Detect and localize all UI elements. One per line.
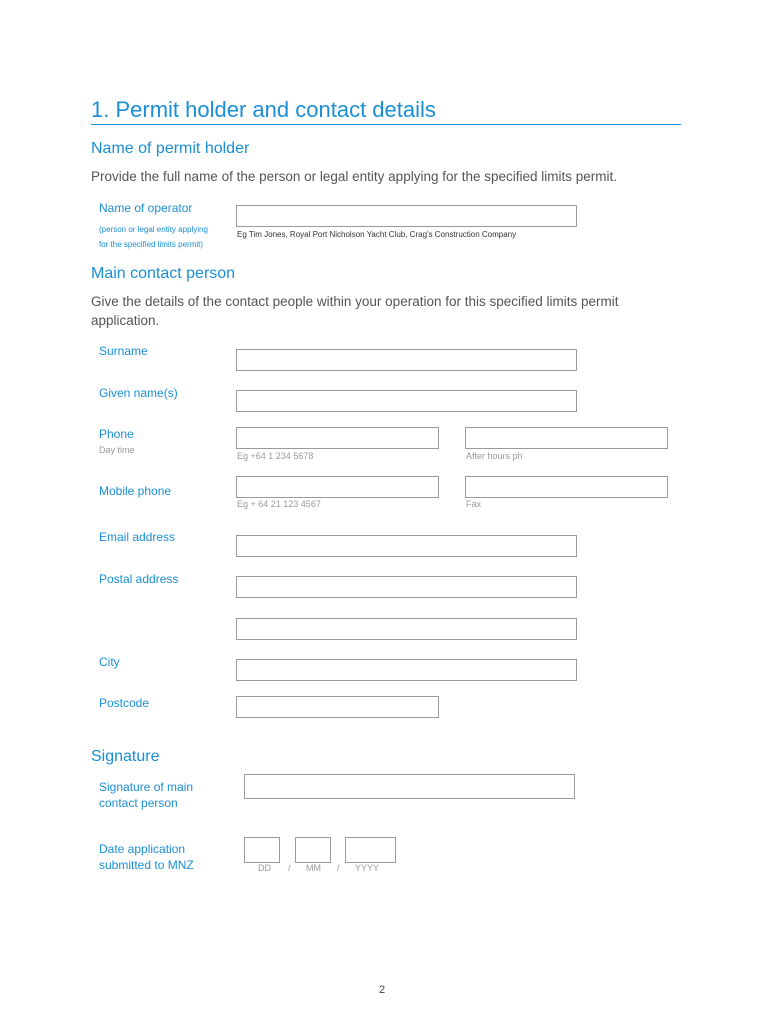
postal-address-line1-input[interactable] <box>236 576 577 598</box>
section-number: 1. <box>91 97 110 122</box>
postal-address-label: Postal address <box>99 572 179 586</box>
operator-example-hint: Eg Tim Jones, Royal Port Nicholson Yacht Club, Crag's Construction Company <box>237 230 517 239</box>
date-month-input[interactable] <box>295 837 331 863</box>
signature-label-line2: contact person <box>99 796 178 810</box>
signature-heading: Signature <box>91 748 160 765</box>
phone-label: Phone <box>99 427 134 441</box>
section-title <box>91 97 436 123</box>
email-input[interactable] <box>236 535 577 557</box>
date-submitted-label <box>99 841 194 873</box>
contact-heading: Main contact person <box>91 265 236 282</box>
given-names-label: Given name(s) <box>99 386 178 400</box>
section-title-text: Permit holder and contact details <box>115 97 436 122</box>
postcode-input[interactable] <box>236 696 439 718</box>
date-day-input[interactable] <box>244 837 280 863</box>
operator-name-input[interactable] <box>236 205 577 227</box>
mobile-phone-hint: Eg + 64 21 123 4567 <box>237 499 321 509</box>
date-submitted-label-line2: submitted to MNZ <box>99 858 194 872</box>
signature-label <box>99 779 193 811</box>
date-separator-1: / <box>288 863 291 873</box>
fax-hint: Fax <box>466 499 482 509</box>
after-hours-phone-input[interactable] <box>465 427 668 449</box>
email-label: Email address <box>99 530 176 544</box>
date-day-hint: DD <box>258 863 271 873</box>
page-number: 2 <box>379 984 386 996</box>
city-input[interactable] <box>236 659 577 681</box>
contact-intro: Give the details of the contact people within your operation for this specified limits permit application. <box>91 294 619 328</box>
operator-sublabel-line2: for the specified limits permit) <box>99 240 204 249</box>
operator-label: Name of operator <box>99 201 193 215</box>
city-label: City <box>99 655 120 669</box>
section-divider <box>91 124 681 125</box>
date-year-hint: YYYY <box>355 863 380 873</box>
operator-sublabel <box>99 222 208 252</box>
signature-label-line1: Signature of main <box>99 780 194 794</box>
phone-daytime-sublabel: Day time <box>99 445 135 455</box>
date-year-input[interactable] <box>345 837 396 863</box>
fax-input[interactable] <box>465 476 668 498</box>
date-submitted-label-line1: Date application <box>99 842 186 856</box>
postal-address-line2-input[interactable] <box>236 618 577 640</box>
given-names-input[interactable] <box>236 390 577 412</box>
postcode-label: Postcode <box>99 696 150 710</box>
surname-input[interactable] <box>236 349 577 371</box>
date-separator-2: / <box>337 863 340 873</box>
permit-holder-heading: Name of permit holder <box>91 140 250 157</box>
operator-sublabel-line1: (person or legal entity applying <box>99 225 208 234</box>
surname-label: Surname <box>99 344 148 358</box>
permit-holder-intro: Provide the full name of the person or legal entity applying for the specified limits permit. <box>91 169 618 184</box>
daytime-phone-hint: Eg +64 1 234 5678 <box>237 451 314 461</box>
daytime-phone-input[interactable] <box>236 427 439 449</box>
date-month-hint: MM <box>306 863 321 873</box>
signature-input[interactable] <box>244 774 575 799</box>
mobile-label: Mobile phone <box>99 484 172 498</box>
mobile-phone-input[interactable] <box>236 476 439 498</box>
after-hours-phone-hint: After hours ph <box>466 451 523 461</box>
